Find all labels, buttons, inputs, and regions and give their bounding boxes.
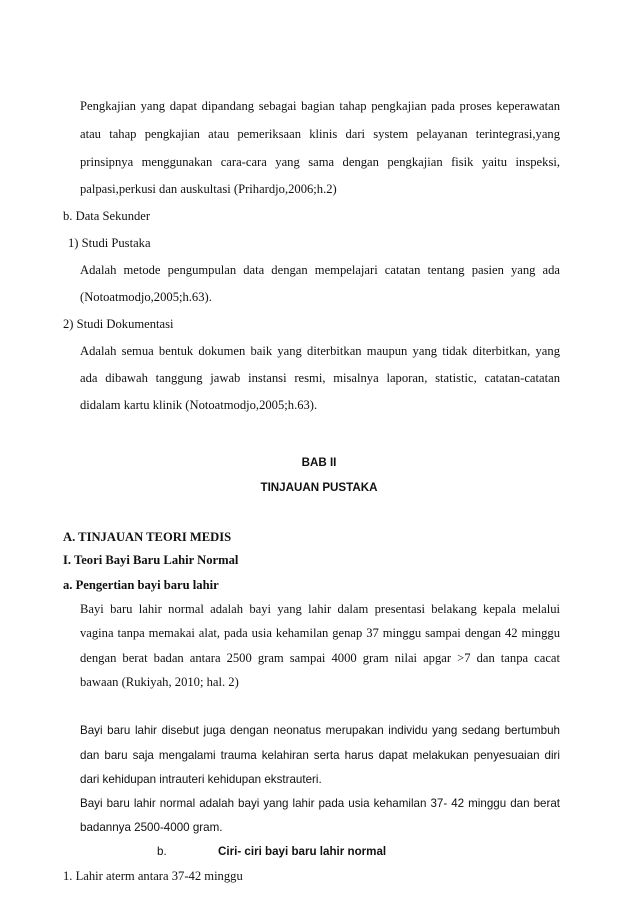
section-a-heading: A. TINJAUAN TEORI MEDIS [63,529,232,544]
neonatus-line-1: Bayi baru lahir disebut juga dengan neonatus merupakan individu yang sedang bertumbuh [80,724,560,738]
studi-dokumentasi-line-3: didalam kartu klinik (Notoatmodjo,2005;h.63). [80,398,318,412]
definition-line-1: Bayi baru lahir normal adalah bayi yang lahir dalam presentasi belakang kepala melalui [80,601,560,616]
section-i-heading: I. Teori Bayi Baru Lahir Normal [63,553,239,568]
chapter-number: BAB II [301,456,337,470]
section-a-sub-heading: a. Pengertian bayi baru lahir [63,577,219,592]
studi-dokumentasi-line-1: Adalah semua bentuk dokumen baik yang diterbitkan maupun yang tidak diterbitkan, yang [80,344,560,358]
ciri-marker: b. [157,845,167,859]
neonatus-line-3: dari kehidupan intrauteri kehidupan ekstrauteri. [80,773,322,786]
intro-line-2: atau tahap pengkajian atau pemeriksaan klinis dari system pelayanan terintegrasi,yang [80,127,560,141]
studi-dokumentasi-heading: 2) Studi Dokumentasi [63,317,174,331]
chapter-title: TINJAUAN PUSTAKA [260,480,378,494]
studi-pustaka-line-2: (Notoatmodjo,2005;h.63). [80,290,212,304]
intro-line-4: palpasi,perkusi dan auskultasi (Prihardjo,2006;h.2) [80,182,337,196]
definition-line-4: bawaan (Rukiyah, 2010; hal. 2) [80,675,239,690]
intro-line-3: prinsipnya menggunakan cara-cara yang sama dengan pengkajian fisik yaitu inspeksi, [80,155,560,169]
definition-line-2: vagina tanpa memakai alat, pada usia kehamilan genap 37 minggu sampai dengan 42 minggu [80,626,560,641]
neonatus-line-4: Bayi baru lahir normal adalah bayi yang lahir pada usia kehamilan 37- 42 minggu dan berat [80,796,560,810]
neonatus-line-2: dan baru saja mengalami trauma kelahiran serta harus dapat melakukan penyesuaian diri [80,748,560,762]
studi-dokumentasi-line-2: ada dibawah tanggung jawab instansi resmi, misalnya laporan, statistic, catatan-catatan [80,371,560,385]
intro-line-1: Pengkajian yang dapat dipandang sebagai bagian tahap pengkajian pada proses keperawatan [80,99,560,113]
neonatus-line-5: badannya 2500-4000 gram. [80,820,223,834]
studi-pustaka-heading: 1) Studi Pustaka [68,236,151,250]
list-item-1: 1. Lahir aterm antara 37-42 minggu [63,869,243,884]
data-sekunder-heading: b. Data Sekunder [63,209,151,223]
definition-line-3: dengan berat badan antara 2500 gram sampai 4000 gram nilai apgar >7 dan tanpa cacat [80,650,560,665]
studi-pustaka-line-1: Adalah metode pengumpulan data dengan mempelajari catatan tentang pasien yang ada [80,263,560,277]
ciri-heading: Ciri- ciri bayi baru lahir normal [218,845,387,859]
